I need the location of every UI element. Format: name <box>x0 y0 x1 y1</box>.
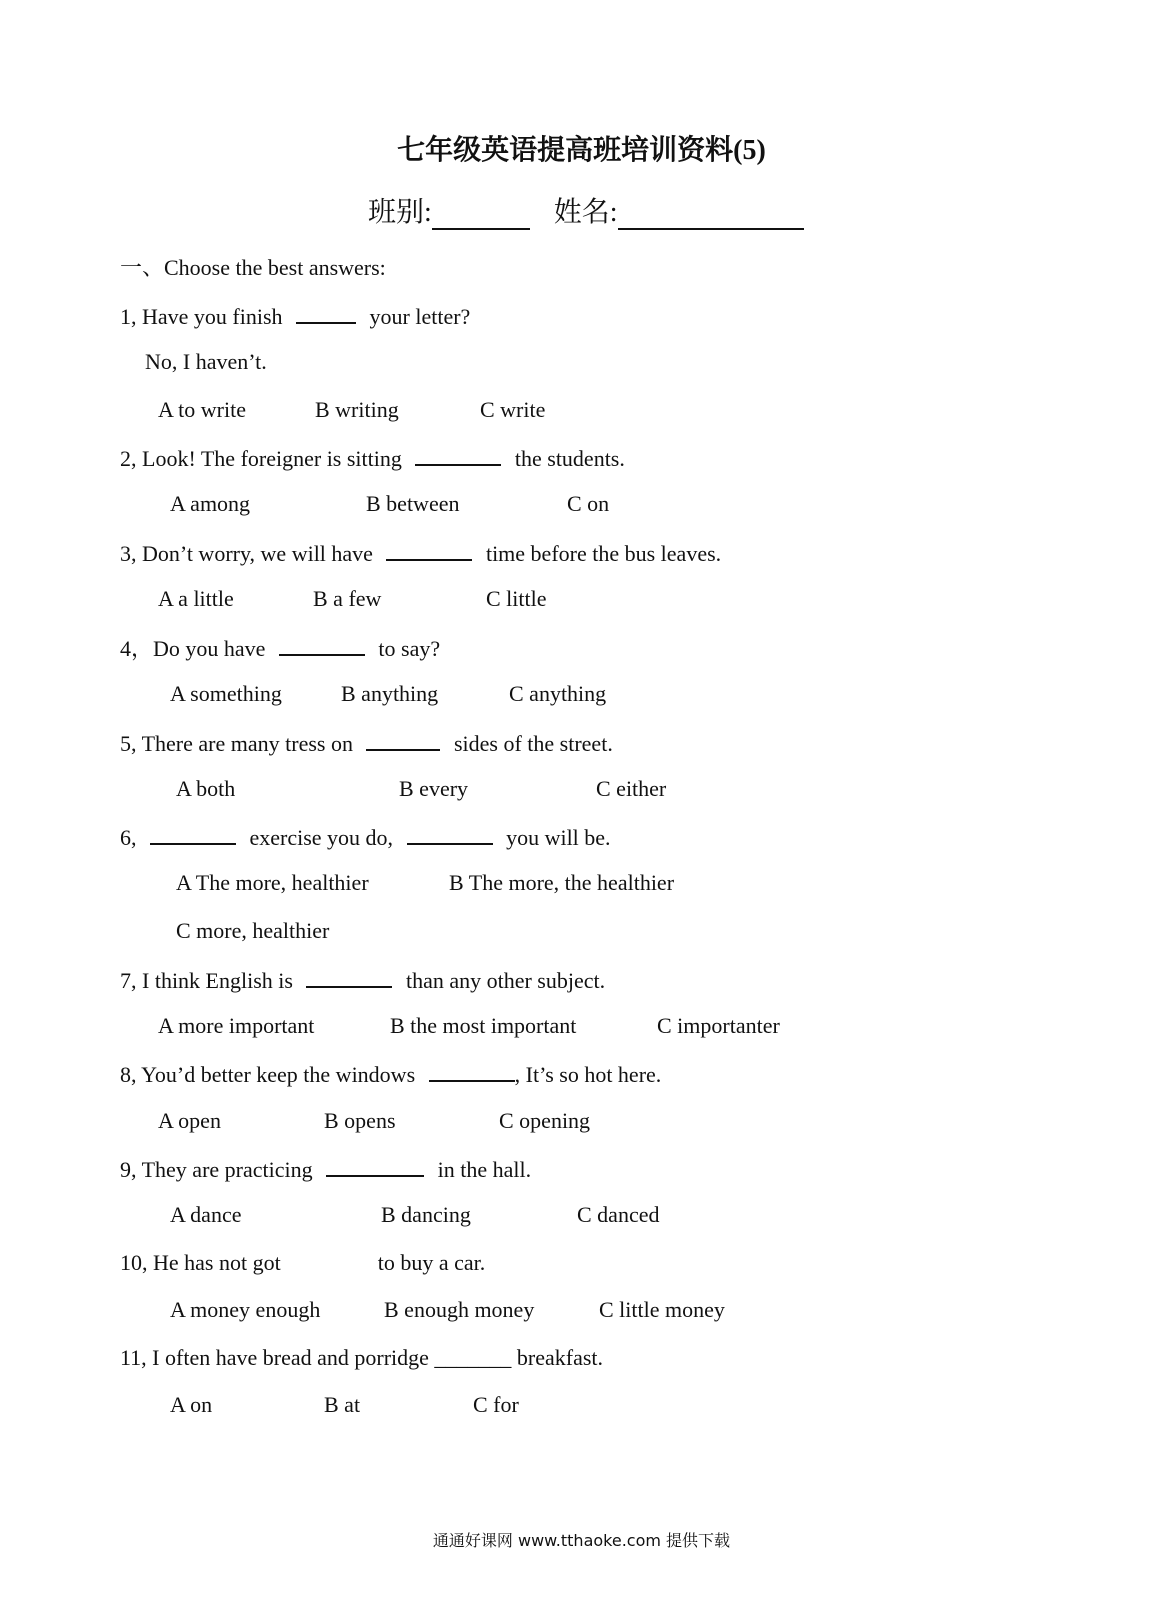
option-c: C anything <box>509 681 607 706</box>
footer-text: 通通好课网 www.tthaoke.com 提供下载 <box>432 1531 731 1550</box>
option-a: A on <box>170 1392 213 1417</box>
answer-blank <box>386 539 472 561</box>
class-label: 班别: <box>368 197 432 228</box>
question-text: 8, You’d better keep the windows <box>120 1062 416 1087</box>
option-b: B writing <box>315 397 399 422</box>
section-heading: 一、Choose the best answers: <box>120 255 386 280</box>
question-text: 5, There are many tress on <box>120 731 353 756</box>
question-8 <box>120 1060 661 1088</box>
option-a: A among <box>170 491 251 516</box>
option-b: B the most important <box>390 1013 577 1038</box>
option-a: A dance <box>170 1202 242 1227</box>
question-text: , It’s so hot here. <box>514 1062 662 1087</box>
question-6 <box>120 823 611 851</box>
question-text: 9, They are practicing <box>120 1157 313 1182</box>
question-text: 4，Do you have <box>120 636 266 661</box>
option-c: C danced <box>577 1202 660 1227</box>
question-text: you will be. <box>506 825 611 850</box>
option-a: A The more, healthier <box>176 870 369 895</box>
question-text: 7, I think English is <box>120 968 293 993</box>
name-field[interactable] <box>618 202 804 230</box>
question-text: the students. <box>514 446 625 471</box>
option-b: B every <box>399 776 469 801</box>
question-text: to buy a car. <box>377 1250 486 1275</box>
question-4 <box>120 634 440 662</box>
question-text: 6, <box>120 825 137 850</box>
option-a: A money enough <box>170 1297 321 1322</box>
name-label: 姓名: <box>553 197 618 228</box>
option-a: A open <box>158 1108 221 1133</box>
question-text: sides of the street. <box>453 731 613 756</box>
option-b: B opens <box>324 1108 396 1133</box>
option-a: A a little <box>158 586 234 611</box>
question-11: 11, I often have bread and porridge _______ breakfast. <box>120 1345 604 1370</box>
question-text: exercise you do, <box>249 825 394 850</box>
option-a: A to write <box>158 397 246 422</box>
question-text: in the hall. <box>437 1157 532 1182</box>
question-text: 2, Look! The foreigner is sitting <box>120 446 402 471</box>
option-b: B enough money <box>384 1297 535 1322</box>
page-title: 七年级英语提高班培训资料(5) <box>397 135 766 166</box>
question-1 <box>120 302 470 330</box>
class-field[interactable] <box>432 202 530 230</box>
question-3 <box>120 539 721 567</box>
reply-text: No, I haven’t. <box>145 349 267 374</box>
question-text: 10, He has not got <box>120 1250 281 1275</box>
question-text: 1, Have you finish <box>120 304 283 329</box>
question-text: your letter? <box>369 304 471 329</box>
option-b: B The more, the healthier <box>449 870 675 895</box>
question-text: than any other subject. <box>405 968 606 993</box>
option-a: A something <box>170 681 282 706</box>
question-2 <box>120 444 625 472</box>
question-7 <box>120 966 605 994</box>
question-10 <box>120 1250 485 1276</box>
option-c: C importanter <box>657 1013 780 1038</box>
question-9 <box>120 1155 531 1183</box>
question-5 <box>120 729 613 757</box>
question-text: to say? <box>378 636 441 661</box>
option-c: C either <box>596 776 667 801</box>
answer-blank <box>415 444 501 466</box>
answer-blank <box>296 302 356 324</box>
question-text: time before the bus leaves. <box>485 541 722 566</box>
answer-blank <box>279 634 365 656</box>
option-c: C little <box>486 586 547 611</box>
option-b: B anything <box>341 681 439 706</box>
answer-blank <box>407 823 493 845</box>
answer-blank <box>306 966 392 988</box>
option-c: C little money <box>599 1297 725 1322</box>
answer-blank <box>326 1155 424 1177</box>
option-a: A more important <box>158 1013 315 1038</box>
option-a: A both <box>176 776 236 801</box>
answer-blank <box>429 1060 515 1082</box>
option-c: C for <box>473 1392 519 1417</box>
option-b: B between <box>366 491 460 516</box>
option-b: B a few <box>313 586 382 611</box>
option-c: C on <box>567 491 610 516</box>
option-c: C write <box>480 397 546 422</box>
option-b: B at <box>324 1392 361 1417</box>
answer-blank <box>366 729 440 751</box>
option-c: C opening <box>499 1108 591 1133</box>
answer-blank <box>150 823 236 845</box>
question-text: 3, Don’t worry, we will have <box>120 541 373 566</box>
option-b: B dancing <box>381 1202 471 1227</box>
option-c: C more, healthier <box>176 918 330 943</box>
student-info <box>368 196 804 230</box>
